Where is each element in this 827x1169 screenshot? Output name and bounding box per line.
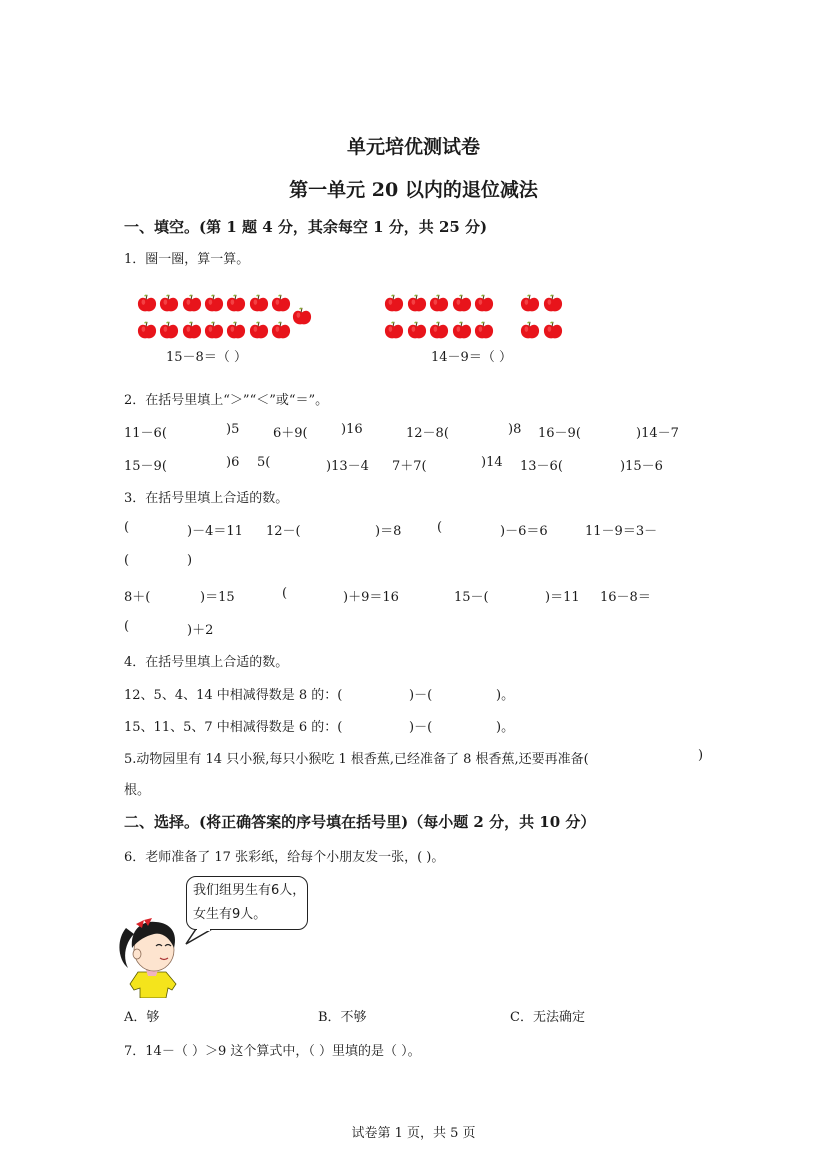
apple-icon xyxy=(182,320,202,340)
q2-item: 15－9( xyxy=(124,459,167,474)
apple-icon xyxy=(384,320,404,340)
q1-left-equation: 15－8＝（ ） xyxy=(166,350,247,365)
q3-item: )＋2 xyxy=(187,623,214,638)
apple-icon xyxy=(204,293,224,313)
girl-ponytail xyxy=(119,928,134,968)
q1-right-equation: 14－9＝（ ） xyxy=(431,350,512,365)
apple-icon xyxy=(182,293,202,313)
q3-item: 15－( xyxy=(454,590,489,605)
apple-icon xyxy=(543,320,563,340)
apple-icon xyxy=(137,293,157,313)
q2-item: )13－4 xyxy=(326,459,369,474)
apple-icon xyxy=(452,293,472,313)
q2-item: 7＋7( xyxy=(392,459,427,474)
q5-text: 5.动物园里有 14 只小猴,每只小猴吃 1 根香蕉,已经准备了 8 根香蕉,还要再准备( xyxy=(124,752,589,767)
q2-item: )14 xyxy=(481,455,503,470)
q4-text: )－( xyxy=(409,688,433,703)
apple-icon xyxy=(474,293,494,313)
apple-icon xyxy=(520,293,540,313)
q4-text: )。 xyxy=(496,688,515,703)
page-subtitle: 第一单元 20 以内的退位减法 xyxy=(289,179,538,201)
girl-illustration xyxy=(118,910,190,998)
q3-item: )－6＝6 xyxy=(500,524,548,539)
apple-icon xyxy=(429,320,449,340)
option-c[interactable]: C．无法确定 xyxy=(510,1010,585,1025)
q4-text: 12、5、4、14 中相减得数是 8 的：( xyxy=(124,688,343,703)
q7-prompt: 7．14－（ ）＞9 这个算式中，（ ）里填的是（ ）。 xyxy=(124,1044,421,1059)
q2-item: 6＋9( xyxy=(273,426,308,441)
apple-icon xyxy=(137,320,157,340)
q3-item: ( xyxy=(124,520,130,535)
q4-prompt: 4．在括号里填上合适的数。 xyxy=(124,655,289,670)
apple-icon xyxy=(543,293,563,313)
apple-icon xyxy=(520,320,540,340)
speech-tail-join xyxy=(197,928,210,931)
apple-icon xyxy=(452,320,472,340)
speech-line-1: 我们组男生有6人， xyxy=(193,883,306,898)
q4-text: )。 xyxy=(496,720,515,735)
q2-item: 13－6( xyxy=(520,459,563,474)
q2-prompt: 2．在括号里填上“＞”“＜”或“＝”。 xyxy=(124,393,329,408)
q3-item: )＝11 xyxy=(545,590,580,605)
apple-icon xyxy=(249,293,269,313)
q3-item: )＝15 xyxy=(200,590,235,605)
q3-item: 12－( xyxy=(266,524,301,539)
apple-icon xyxy=(159,320,179,340)
apple-icon xyxy=(249,320,269,340)
q3-prompt: 3．在括号里填上合适的数。 xyxy=(124,491,289,506)
apple-icon xyxy=(226,293,246,313)
girl-ear xyxy=(133,949,141,959)
q3-item: 8＋( xyxy=(124,590,151,605)
apple-icon xyxy=(159,293,179,313)
q6-prompt: 6．老师准备了 17 张彩纸，给每个小朋友发一张，( )。 xyxy=(124,850,445,865)
q3-item: ( xyxy=(282,586,288,601)
q4-text: 15、11、5、7 中相减得数是 6 的：( xyxy=(124,720,343,735)
apple-icon xyxy=(271,320,291,340)
section2-heading: 二、选择。(将正确答案的序号填在括号里)（每小题 2 分，共 10 分） xyxy=(124,813,596,831)
q2-item: )16 xyxy=(341,422,363,437)
apple-icon xyxy=(474,320,494,340)
apple-icon xyxy=(226,320,246,340)
q2-item: )14－7 xyxy=(636,426,679,441)
section1-heading: 一、填空。(第 1 题 4 分，其余每空 1 分，共 25 分) xyxy=(124,218,488,236)
apple-icon xyxy=(271,293,291,313)
page-title: 单元培优测试卷 xyxy=(346,136,480,158)
apple-icon xyxy=(429,293,449,313)
q2-item: )6 xyxy=(226,455,240,470)
speech-tail-path xyxy=(186,929,212,944)
apple-icon xyxy=(384,293,404,313)
q3-item: 11－9＝3－ xyxy=(585,524,658,539)
apple-icon xyxy=(204,320,224,340)
q3-item: ( xyxy=(437,520,443,535)
q2-item: 12－8( xyxy=(406,426,449,441)
q2-item: )5 xyxy=(226,422,240,437)
q3-item: ) xyxy=(187,553,193,568)
q2-item: )15－6 xyxy=(620,459,663,474)
apple-icon xyxy=(407,320,427,340)
q3-item: )＋9＝16 xyxy=(343,590,399,605)
q3-item: 16－8＝ xyxy=(600,590,651,605)
q1-prompt: 1．圈一圈，算一算。 xyxy=(124,252,250,267)
q3-item: ( xyxy=(124,553,130,568)
q3-item: ( xyxy=(124,619,130,634)
q5-close: ) xyxy=(698,748,704,763)
q3-item: )＝8 xyxy=(375,524,402,539)
q4-text: )－( xyxy=(409,720,433,735)
speech-line-2: 女生有9人。 xyxy=(193,907,267,922)
page-footer: 试卷第 1 页，共 5 页 xyxy=(351,1126,476,1141)
q3-item: )－4＝11 xyxy=(187,524,243,539)
apple-icon xyxy=(292,306,312,326)
q2-item: 11－6( xyxy=(124,426,167,441)
q2-item: )8 xyxy=(508,422,522,437)
speech-bubble xyxy=(186,876,308,930)
option-b[interactable]: B．不够 xyxy=(318,1010,367,1025)
apple-icon xyxy=(407,293,427,313)
q5-wrap: 根。 xyxy=(124,783,151,798)
option-a[interactable]: A．够 xyxy=(124,1010,160,1025)
q2-item: 16－9( xyxy=(538,426,581,441)
q2-item: 5( xyxy=(257,455,271,470)
